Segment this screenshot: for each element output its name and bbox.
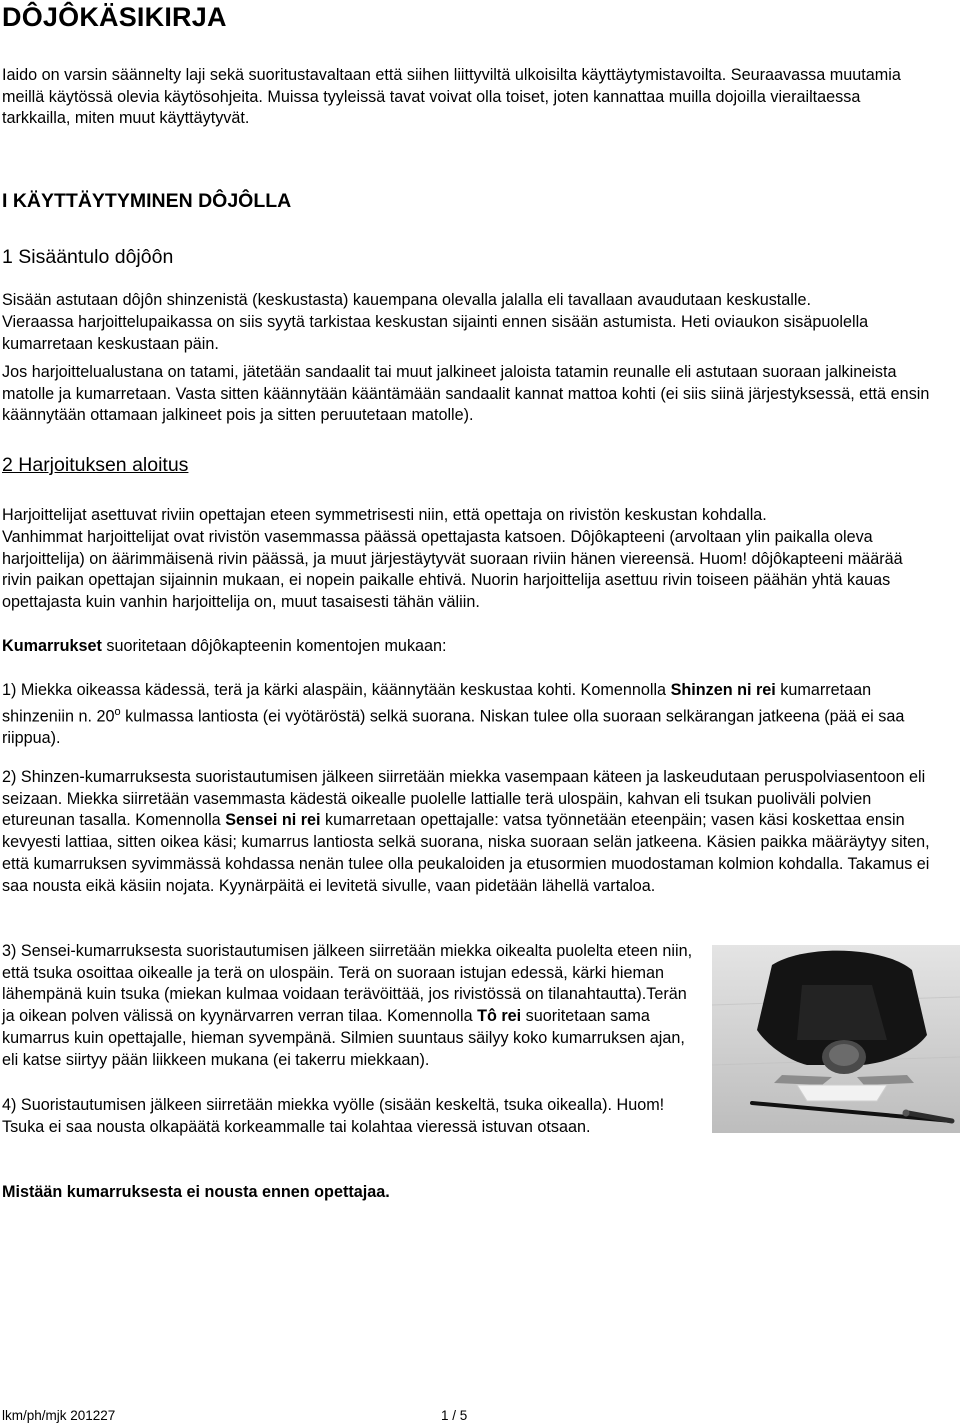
bowing-photo-illustration <box>712 945 960 1133</box>
bows-intro <box>2 636 932 658</box>
bow-step-4: 4) Suoristautumisen jälkeen siirretään miekka vyölle (sisään keskeltä, tsuka oikealla). Huom! Tsuka ei saa nousta olkapäätä korkeammalle tai kolahtaa vieressä istuvan otsaan. <box>2 1096 665 1136</box>
start-paragraph-1: Harjoittelijat asettuvat riviin opettajan eteen symmetrisesti niin, että opettaja on rivistön keskustan kohdalla. <box>2 506 767 524</box>
step1-text-b: kumarretaan shinzeniin n. 20 <box>2 681 872 726</box>
bow-step-1 <box>2 680 932 750</box>
step2-text-b: kumarretaan opettajalle: vatsa työnnetään eteenpäin; vasen käsi koskettaa ensin kevyesti lattiaa, sitten oikea käsi; kumarrus lantiosta selkä suorana, niska suoraan selän jatkeena. Käsien paikka määräytyy siten, että kumarruksen syvimmässä kohdassa nenän tulee olla peukaloiden ja etusormien muodostaman kolmion kohdalla. Takamus ei saa nousta eikä käsiin nojata. Kyynärpäitä ei levitetä sivulle, vaan pidetään lähellä vartaloa. <box>2 811 930 895</box>
document-title: DÔJÔKÄSIKIRJA <box>2 2 227 32</box>
bowing-photo <box>712 945 960 1133</box>
bows-label: Kumarrukset <box>2 637 102 655</box>
command-shinzen-ni-rei: Shinzen ni rei <box>670 681 776 699</box>
subsection-heading-entry: 1 Sisääntulo dôjôôn <box>2 246 174 268</box>
entry-paragraph-3: Jos harjoittelualustana on tatami, jätetään sandaalit tai muut jalkineet jaloista tatamin reunalle eli astutaan suoraan jalkineista matolle ja kumarretaan. Vasta sitten käännytään kääntämään sandaalit kannat mattoa kohti (ei siis siinä järjestyksessä, että ensin käännytään ottamaan jalkineet pois ja sitten peruutetaan matolle). <box>2 363 930 425</box>
command-sensei-ni-rei: Sensei ni rei <box>225 811 321 830</box>
entry-paragraph-1: Sisään astutaan dôjôn shinzenistä (keskustasta) kauempana olevalla jalalla eli tavallaan avaudutaan keskustalle. <box>2 291 811 309</box>
bow-step-2 <box>2 767 932 897</box>
section-heading: I KÄYTTÄYTYMINEN DÔJÔLLA <box>2 190 292 212</box>
start-paragraph-2: Vanhimmat harjoittelijat ovat rivistön vasemmassa päässä opettajasta katsoen. Dôjôkapteeni (arvoltaan ylin paikalla oleva harjoittelija) on äärimmäisenä rivin päässä, ja muut järjestäytyvät suoraan riviin hänen viereensä. Huom! dôjôkapteeni määrää rivin paikan opettajan sijainnin mukaan, ei nopein paikalle ehtivä. Nuorin harjoittelija asettuu rivin toiseen päähän yhtä kauas opettajasta kuin vanhin harjoittelija on, muut tasaisesti tähän väliin. <box>2 528 903 612</box>
intro-paragraph: Iaido on varsin säännelty laji sekä suoritustavaltaan että siihen liittyviltä ulkoisilta käyttäytymistavoilta. Seuraavassa muutamia meillä käytössä olevia käytösohjeita. Muissa tyyleissä tavat voivat olla toiset, joten kannattaa muilla dojoilla vierailtaessa tarkkailla, miten muut käyttäytyvät. <box>2 66 901 128</box>
step1-text-c: kulmassa lantiosta (ei vyötäröstä) selkä suorana. Niskan tulee olla suoraan selkärangan jatkeena (pää ei saa riippua). <box>2 707 905 747</box>
footer-reference: lkm/ph/mjk 201227 <box>2 1408 116 1423</box>
command-to-rei: Tô rei <box>477 1007 522 1026</box>
step2-text-a: 2) Shinzen-kumarruksesta suoristautumisen jälkeen siirretään miekka vasempaan käteen ja laskeudutaan peruspolviasentoon eli seizaan. Miekka siirretään vasemmasta kädestä oikealle puolelle lattialle terä ulospäin, kahvan eli tsukan puoliväli polvien etureunan tasalla. Komennolla <box>2 768 926 830</box>
degree-mark: o <box>114 705 121 718</box>
subsection-heading-start: 2 Harjoituksen aloitus <box>2 454 189 476</box>
page-number: 1 / 5 <box>441 1408 468 1423</box>
final-rule: Mistään kumarruksesta ei nousta ennen opettajaa. <box>2 1183 390 1201</box>
step1-text-a: 1) Miekka oikeassa kädessä, terä ja kärki alaspäin, käännytään keskustaa kohti. Komennolla <box>2 681 671 699</box>
step3-text-a: 3) Sensei-kumarruksesta suoristautumisen jälkeen siirretään miekka oikealta puolelta eteen niin, että tsuka osoittaa oikealle ja terä on ulospäin. Terä on suoraan istujan edessä, kärki hieman lähempänä kuin tsuka (miekan kulmaa voidaan terävöittää, jos rivistössä on tilanahtautta).Terän ja oikean polven välissä on kyynärvarren verran tilaa. Komennolla <box>2 942 693 1026</box>
bow-step-3 <box>2 941 702 1071</box>
bows-text: suoritetaan dôjôkapteenin komentojen mukaan: <box>101 637 447 655</box>
entry-paragraph-2: Vieraassa harjoittelupaikassa on siis syytä tarkistaa keskustan sijainti ennen sisään astumista. Heti oviaukon sisäpuolella kumarretaan keskustaan päin. <box>2 313 869 353</box>
step3-text-b: suoritetaan sama kumarrus kuin opettajalle, hieman syvempänä. Silmien suuntaus säilyy koko kumarruksen ajan, eli katse siirtyy pään liikkeen mukana (ei takerru miekkaan). <box>2 1007 685 1069</box>
